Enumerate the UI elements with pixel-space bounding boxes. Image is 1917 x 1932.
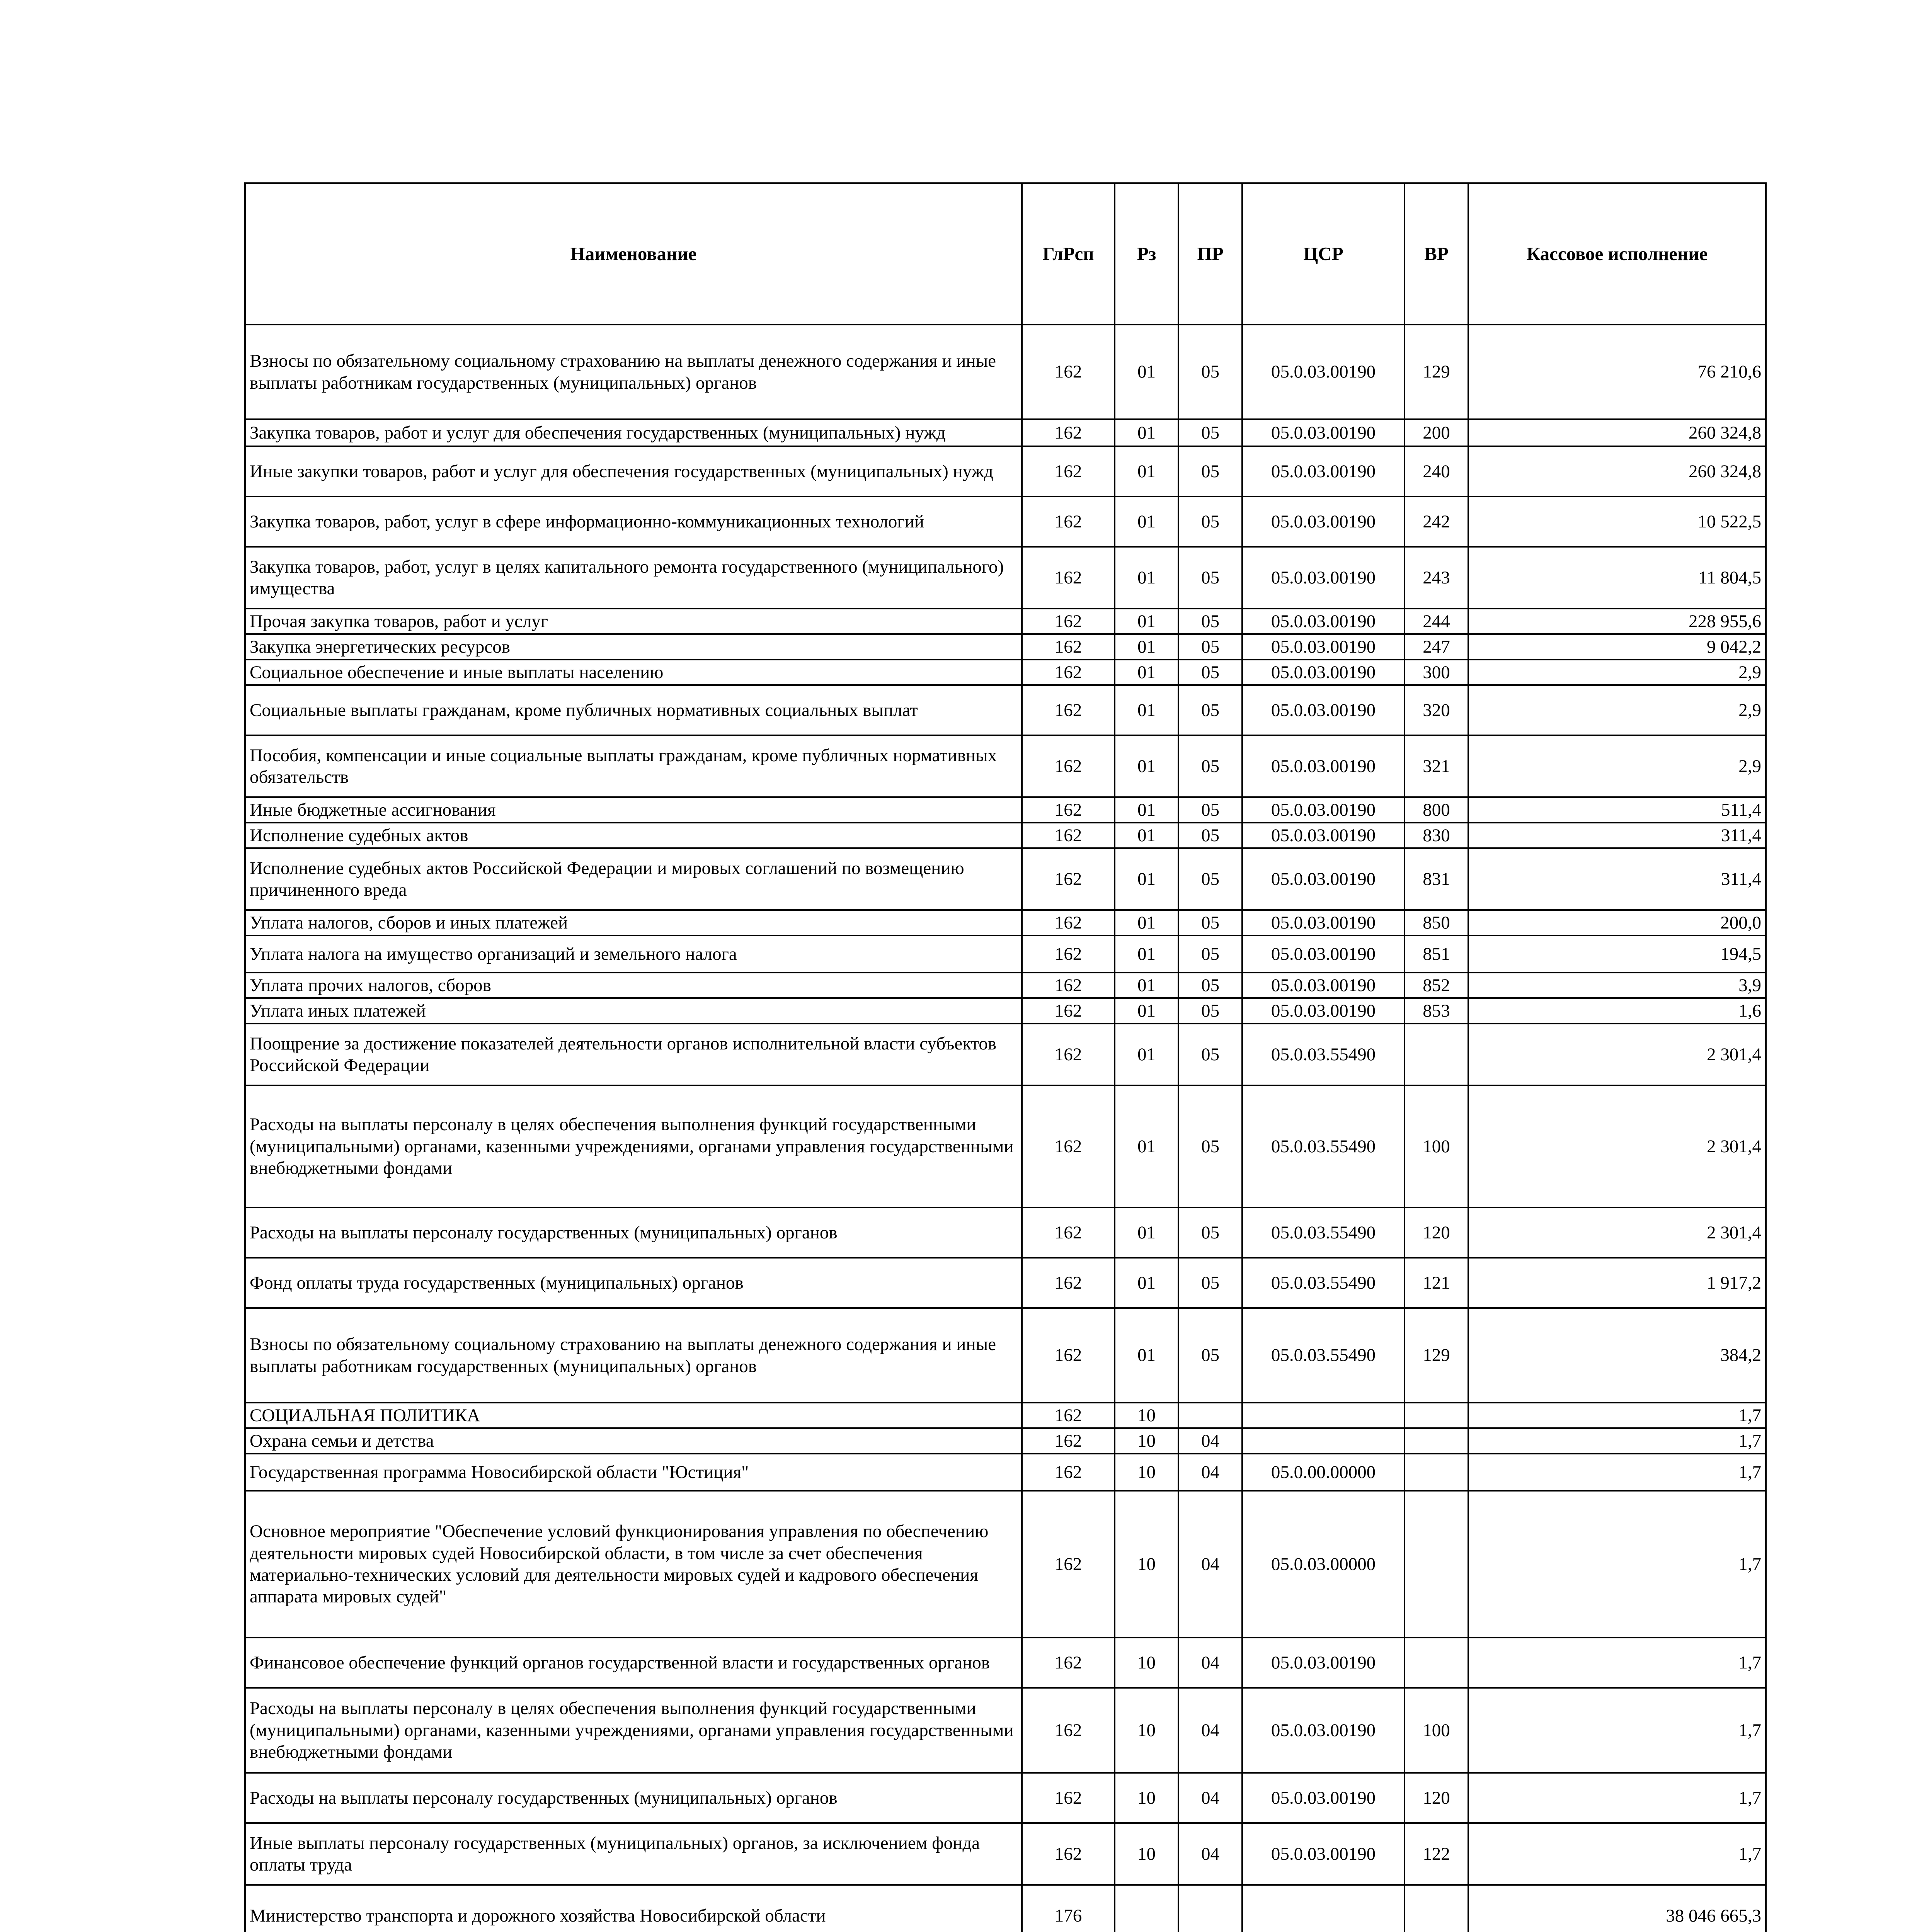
cell-pr: 05 — [1178, 735, 1242, 797]
cell-glrsp: 162 — [1022, 1688, 1115, 1773]
cell-csr: 05.0.03.00190 — [1242, 325, 1405, 419]
cell-glrsp: 162 — [1022, 1638, 1115, 1688]
cell-rz: 01 — [1115, 1308, 1178, 1403]
cell-amount: 76 210,6 — [1468, 325, 1766, 419]
cell-amount: 10 522,5 — [1468, 497, 1766, 547]
cell-name: Охрана семьи и детства — [245, 1428, 1022, 1454]
cell-rz: 01 — [1115, 797, 1178, 823]
cell-glrsp: 162 — [1022, 1403, 1115, 1428]
cell-amount: 2 301,4 — [1468, 1085, 1766, 1208]
cell-amount: 2,9 — [1468, 685, 1766, 735]
cell-rz: 01 — [1115, 910, 1178, 935]
cell-vr: 852 — [1405, 973, 1468, 998]
cell-vr: 242 — [1405, 497, 1468, 547]
cell-rz: 10 — [1115, 1638, 1178, 1688]
table-row — [245, 609, 1766, 634]
cell-pr: 05 — [1178, 823, 1242, 848]
cell-pr: 04 — [1178, 1491, 1242, 1638]
cell-csr — [1242, 1428, 1405, 1454]
cell-rz: 10 — [1115, 1403, 1178, 1428]
cell-csr: 05.0.03.55490 — [1242, 1085, 1405, 1208]
table-row — [245, 1258, 1766, 1308]
cell-name: Поощрение за достижение показателей деятельности органов исполнительной власти субъектов Российской Федерации — [245, 1024, 1022, 1085]
table-row — [245, 634, 1766, 660]
cell-vr: 320 — [1405, 685, 1468, 735]
cell-name: Министерство транспорта и дорожного хозяйства Новосибирской области — [245, 1885, 1022, 1932]
cell-pr: 05 — [1178, 910, 1242, 935]
cell-name: Расходы на выплаты персоналу государственных (муниципальных) органов — [245, 1773, 1022, 1823]
cell-amount: 260 324,8 — [1468, 419, 1766, 446]
cell-glrsp: 162 — [1022, 823, 1115, 848]
cell-amount: 11 804,5 — [1468, 547, 1766, 609]
header-pr: ПР — [1178, 183, 1242, 325]
cell-name: Исполнение судебных актов — [245, 823, 1022, 848]
cell-name: СОЦИАЛЬНАЯ ПОЛИТИКА — [245, 1403, 1022, 1428]
table-row — [245, 1491, 1766, 1638]
table-row — [245, 1208, 1766, 1258]
cell-csr: 05.0.03.00190 — [1242, 1638, 1405, 1688]
table-row — [245, 797, 1766, 823]
table-row — [245, 1024, 1766, 1085]
cell-csr: 05.0.03.00190 — [1242, 735, 1405, 797]
cell-csr: 05.0.03.55490 — [1242, 1308, 1405, 1403]
cell-pr: 04 — [1178, 1638, 1242, 1688]
cell-csr: 05.0.03.00190 — [1242, 419, 1405, 446]
cell-csr: 05.0.03.00190 — [1242, 634, 1405, 660]
cell-vr: 121 — [1405, 1258, 1468, 1308]
cell-glrsp: 162 — [1022, 1428, 1115, 1454]
cell-amount: 1,7 — [1468, 1491, 1766, 1638]
cell-pr: 05 — [1178, 547, 1242, 609]
cell-name: Уплата налога на имущество организаций и земельного налога — [245, 935, 1022, 973]
cell-amount: 1,7 — [1468, 1638, 1766, 1688]
cell-glrsp: 162 — [1022, 1258, 1115, 1308]
cell-glrsp: 162 — [1022, 325, 1115, 419]
header-glrsp: ГлРсп — [1022, 183, 1115, 325]
cell-csr: 05.0.03.00190 — [1242, 547, 1405, 609]
cell-amount: 311,4 — [1468, 823, 1766, 848]
cell-pr — [1178, 1885, 1242, 1932]
cell-amount: 1,7 — [1468, 1823, 1766, 1885]
table-row — [245, 910, 1766, 935]
cell-vr: 800 — [1405, 797, 1468, 823]
cell-name: Закупка энергетических ресурсов — [245, 634, 1022, 660]
cell-vr: 243 — [1405, 547, 1468, 609]
cell-name: Социальные выплаты гражданам, кроме публичных нормативных социальных выплат — [245, 685, 1022, 735]
cell-glrsp: 162 — [1022, 1308, 1115, 1403]
cell-pr: 04 — [1178, 1428, 1242, 1454]
cell-glrsp: 162 — [1022, 660, 1115, 685]
cell-vr: 100 — [1405, 1688, 1468, 1773]
cell-rz: 01 — [1115, 998, 1178, 1024]
table-row — [245, 1308, 1766, 1403]
cell-name: Расходы на выплаты персоналу в целях обеспечения выполнения функций государственными (муниципальными) органами, казенными учреждениями, органами управления государственными внебюджетными фондами — [245, 1688, 1022, 1773]
cell-amount: 2 301,4 — [1468, 1208, 1766, 1258]
cell-name: Иные бюджетные ассигнования — [245, 797, 1022, 823]
table-row — [245, 935, 1766, 973]
cell-csr: 05.0.03.00190 — [1242, 1823, 1405, 1885]
cell-rz: 01 — [1115, 497, 1178, 547]
cell-csr: 05.0.00.00000 — [1242, 1454, 1405, 1491]
cell-csr: 05.0.03.00190 — [1242, 685, 1405, 735]
cell-name: Пособия, компенсации и иные социальные выплаты гражданам, кроме публичных нормативных обязательств — [245, 735, 1022, 797]
cell-glrsp: 162 — [1022, 1024, 1115, 1085]
table-row — [245, 823, 1766, 848]
cell-amount: 9 042,2 — [1468, 634, 1766, 660]
cell-amount: 194,5 — [1468, 935, 1766, 973]
budget-table — [244, 182, 1767, 1932]
cell-rz: 01 — [1115, 1085, 1178, 1208]
cell-amount: 2,9 — [1468, 660, 1766, 685]
table-row — [245, 1688, 1766, 1773]
cell-csr: 05.0.03.00190 — [1242, 1773, 1405, 1823]
cell-vr — [1405, 1491, 1468, 1638]
cell-rz — [1115, 1885, 1178, 1932]
cell-name: Основное мероприятие "Обеспечение условий функционирования управления по обеспечению деятельности мировых судей Новосибирской области, в том числе за счет обеспечения материально-технических условий для деятельности мировых судей и кадрового обеспечения аппарата мировых судей" — [245, 1491, 1022, 1638]
cell-name: Закупка товаров, работ и услуг для обеспечения государственных (муниципальных) нужд — [245, 419, 1022, 446]
cell-vr — [1405, 1428, 1468, 1454]
cell-rz: 01 — [1115, 973, 1178, 998]
cell-csr: 05.0.03.00190 — [1242, 797, 1405, 823]
cell-pr: 04 — [1178, 1823, 1242, 1885]
cell-amount: 200,0 — [1468, 910, 1766, 935]
cell-pr: 04 — [1178, 1688, 1242, 1773]
table-row — [245, 735, 1766, 797]
cell-amount: 3,9 — [1468, 973, 1766, 998]
cell-rz: 10 — [1115, 1491, 1178, 1638]
cell-name: Взносы по обязательному социальному страхованию на выплаты денежного содержания и иные выплаты работникам государственных (муниципальных) органов — [245, 1308, 1022, 1403]
cell-name: Взносы по обязательному социальному страхованию на выплаты денежного содержания и иные выплаты работникам государственных (муниципальных) органов — [245, 325, 1022, 419]
cell-csr: 05.0.03.00190 — [1242, 935, 1405, 973]
cell-pr: 05 — [1178, 1308, 1242, 1403]
cell-glrsp: 162 — [1022, 1491, 1115, 1638]
cell-pr: 05 — [1178, 446, 1242, 497]
cell-rz: 01 — [1115, 1258, 1178, 1308]
cell-rz: 01 — [1115, 609, 1178, 634]
table-row — [245, 1085, 1766, 1208]
cell-vr: 247 — [1405, 634, 1468, 660]
cell-pr: 05 — [1178, 1208, 1242, 1258]
table-row — [245, 973, 1766, 998]
cell-amount: 260 324,8 — [1468, 446, 1766, 497]
cell-glrsp: 162 — [1022, 973, 1115, 998]
cell-rz: 01 — [1115, 325, 1178, 419]
cell-glrsp: 162 — [1022, 735, 1115, 797]
cell-pr: 05 — [1178, 634, 1242, 660]
cell-csr: 05.0.03.00190 — [1242, 1688, 1405, 1773]
cell-vr: 122 — [1405, 1823, 1468, 1885]
cell-vr — [1405, 1454, 1468, 1491]
cell-vr: 831 — [1405, 848, 1468, 910]
cell-csr — [1242, 1403, 1405, 1428]
table-row — [245, 1885, 1766, 1932]
cell-vr: 200 — [1405, 419, 1468, 446]
cell-csr — [1242, 1885, 1405, 1932]
table-row — [245, 1823, 1766, 1885]
cell-pr: 05 — [1178, 609, 1242, 634]
cell-rz: 10 — [1115, 1823, 1178, 1885]
cell-amount: 2 301,4 — [1468, 1024, 1766, 1085]
table-row — [245, 497, 1766, 547]
cell-csr: 05.0.03.00190 — [1242, 609, 1405, 634]
cell-pr: 05 — [1178, 998, 1242, 1024]
cell-csr: 05.0.03.55490 — [1242, 1024, 1405, 1085]
cell-csr: 05.0.03.00190 — [1242, 998, 1405, 1024]
cell-name: Закупка товаров, работ, услуг в целях капитального ремонта государственного (муниципального) имущества — [245, 547, 1022, 609]
table-row — [245, 1773, 1766, 1823]
cell-csr: 05.0.03.55490 — [1242, 1258, 1405, 1308]
cell-glrsp: 162 — [1022, 609, 1115, 634]
table-row — [245, 419, 1766, 446]
cell-csr: 05.0.03.00190 — [1242, 910, 1405, 935]
cell-amount: 311,4 — [1468, 848, 1766, 910]
cell-csr: 05.0.03.00190 — [1242, 823, 1405, 848]
cell-vr — [1405, 1403, 1468, 1428]
cell-rz: 01 — [1115, 935, 1178, 973]
cell-pr: 05 — [1178, 419, 1242, 446]
cell-name: Фонд оплаты труда государственных (муниципальных) органов — [245, 1258, 1022, 1308]
cell-rz: 10 — [1115, 1428, 1178, 1454]
cell-vr: 100 — [1405, 1085, 1468, 1208]
cell-amount: 384,2 — [1468, 1308, 1766, 1403]
cell-vr: 120 — [1405, 1773, 1468, 1823]
table-row — [245, 685, 1766, 735]
cell-rz: 01 — [1115, 685, 1178, 735]
table-row — [245, 325, 1766, 419]
cell-name: Расходы на выплаты персоналу государственных (муниципальных) органов — [245, 1208, 1022, 1258]
cell-name: Прочая закупка товаров, работ и услуг — [245, 609, 1022, 634]
cell-pr: 05 — [1178, 497, 1242, 547]
cell-amount: 1,7 — [1468, 1773, 1766, 1823]
cell-vr — [1405, 1024, 1468, 1085]
cell-pr: 04 — [1178, 1773, 1242, 1823]
header-vr: ВР — [1405, 183, 1468, 325]
cell-name: Уплата прочих налогов, сборов — [245, 973, 1022, 998]
cell-pr: 05 — [1178, 973, 1242, 998]
cell-vr: 850 — [1405, 910, 1468, 935]
table-row — [245, 1638, 1766, 1688]
cell-rz: 01 — [1115, 1208, 1178, 1258]
cell-name: Уплата налогов, сборов и иных платежей — [245, 910, 1022, 935]
cell-rz: 10 — [1115, 1688, 1178, 1773]
header-rz: Рз — [1115, 183, 1178, 325]
cell-name: Иные закупки товаров, работ и услуг для обеспечения государственных (муниципальных) нужд — [245, 446, 1022, 497]
cell-pr: 05 — [1178, 660, 1242, 685]
header-name: Наименование — [245, 183, 1022, 325]
cell-rz: 01 — [1115, 1024, 1178, 1085]
cell-amount: 1 917,2 — [1468, 1258, 1766, 1308]
cell-rz: 01 — [1115, 735, 1178, 797]
header-amount: Кассовое исполнение — [1468, 183, 1766, 325]
table-row — [245, 660, 1766, 685]
cell-name: Иные выплаты персоналу государственных (муниципальных) органов, за исключением фонда оплаты труда — [245, 1823, 1022, 1885]
cell-glrsp: 162 — [1022, 935, 1115, 973]
cell-name: Государственная программа Новосибирской области "Юстиция" — [245, 1454, 1022, 1491]
cell-vr — [1405, 1885, 1468, 1932]
cell-rz: 10 — [1115, 1773, 1178, 1823]
cell-glrsp: 162 — [1022, 910, 1115, 935]
cell-name: Закупка товаров, работ, услуг в сфере информационно-коммуникационных технологий — [245, 497, 1022, 547]
cell-amount: 1,6 — [1468, 998, 1766, 1024]
cell-vr: 129 — [1405, 1308, 1468, 1403]
table-row — [245, 1428, 1766, 1454]
cell-rz: 01 — [1115, 823, 1178, 848]
cell-vr: 120 — [1405, 1208, 1468, 1258]
cell-vr: 830 — [1405, 823, 1468, 848]
cell-vr: 240 — [1405, 446, 1468, 497]
cell-amount: 2,9 — [1468, 735, 1766, 797]
cell-name: Расходы на выплаты персоналу в целях обеспечения выполнения функций государственными (муниципальными) органами, казенными учреждениями, органами управления государственными внебюджетными фондами — [245, 1085, 1022, 1208]
table-row — [245, 446, 1766, 497]
cell-glrsp: 162 — [1022, 998, 1115, 1024]
cell-rz: 01 — [1115, 634, 1178, 660]
cell-glrsp: 162 — [1022, 634, 1115, 660]
cell-vr: 244 — [1405, 609, 1468, 634]
cell-pr: 05 — [1178, 848, 1242, 910]
cell-amount: 228 955,6 — [1468, 609, 1766, 634]
cell-glrsp: 162 — [1022, 1773, 1115, 1823]
cell-name: Исполнение судебных актов Российской Федерации и мировых соглашений по возмещению причиненного вреда — [245, 848, 1022, 910]
cell-pr: 05 — [1178, 1085, 1242, 1208]
cell-name: Финансовое обеспечение функций органов государственной власти и государственных органов — [245, 1638, 1022, 1688]
cell-csr: 05.0.03.00190 — [1242, 848, 1405, 910]
cell-csr: 05.0.03.00190 — [1242, 497, 1405, 547]
table-row — [245, 1403, 1766, 1428]
cell-amount: 38 046 665,3 — [1468, 1885, 1766, 1932]
cell-pr: 05 — [1178, 935, 1242, 973]
cell-vr: 129 — [1405, 325, 1468, 419]
cell-pr: 05 — [1178, 685, 1242, 735]
cell-vr: 853 — [1405, 998, 1468, 1024]
cell-pr — [1178, 1403, 1242, 1428]
cell-rz: 01 — [1115, 848, 1178, 910]
cell-amount: 1,7 — [1468, 1403, 1766, 1428]
cell-glrsp: 162 — [1022, 1208, 1115, 1258]
table-header-row — [245, 183, 1766, 325]
cell-glrsp: 162 — [1022, 497, 1115, 547]
cell-vr: 851 — [1405, 935, 1468, 973]
cell-glrsp: 162 — [1022, 419, 1115, 446]
cell-pr: 04 — [1178, 1454, 1242, 1491]
cell-pr: 05 — [1178, 1024, 1242, 1085]
cell-name: Социальное обеспечение и иные выплаты населению — [245, 660, 1022, 685]
cell-vr: 321 — [1405, 735, 1468, 797]
cell-glrsp: 162 — [1022, 446, 1115, 497]
cell-csr: 05.0.03.00190 — [1242, 446, 1405, 497]
cell-pr: 05 — [1178, 1258, 1242, 1308]
cell-glrsp: 162 — [1022, 797, 1115, 823]
cell-rz: 01 — [1115, 660, 1178, 685]
cell-rz: 01 — [1115, 419, 1178, 446]
cell-rz: 01 — [1115, 547, 1178, 609]
cell-amount: 511,4 — [1468, 797, 1766, 823]
cell-csr: 05.0.03.00000 — [1242, 1491, 1405, 1638]
cell-amount: 1,7 — [1468, 1454, 1766, 1491]
cell-amount: 1,7 — [1468, 1428, 1766, 1454]
cell-pr: 05 — [1178, 797, 1242, 823]
cell-rz: 01 — [1115, 446, 1178, 497]
cell-vr: 300 — [1405, 660, 1468, 685]
table-row — [245, 1454, 1766, 1491]
table-row — [245, 848, 1766, 910]
cell-amount: 1,7 — [1468, 1688, 1766, 1773]
cell-pr: 05 — [1178, 325, 1242, 419]
table-row — [245, 547, 1766, 609]
cell-name: Уплата иных платежей — [245, 998, 1022, 1024]
cell-glrsp: 162 — [1022, 1823, 1115, 1885]
cell-glrsp: 162 — [1022, 685, 1115, 735]
cell-glrsp: 162 — [1022, 1085, 1115, 1208]
cell-vr — [1405, 1638, 1468, 1688]
cell-csr: 05.0.03.00190 — [1242, 973, 1405, 998]
cell-glrsp: 176 — [1022, 1885, 1115, 1932]
cell-glrsp: 162 — [1022, 848, 1115, 910]
header-csr: ЦСР — [1242, 183, 1405, 325]
table-row — [245, 998, 1766, 1024]
cell-csr: 05.0.03.55490 — [1242, 1208, 1405, 1258]
cell-glrsp: 162 — [1022, 547, 1115, 609]
cell-glrsp: 162 — [1022, 1454, 1115, 1491]
cell-csr: 05.0.03.00190 — [1242, 660, 1405, 685]
cell-rz: 10 — [1115, 1454, 1178, 1491]
